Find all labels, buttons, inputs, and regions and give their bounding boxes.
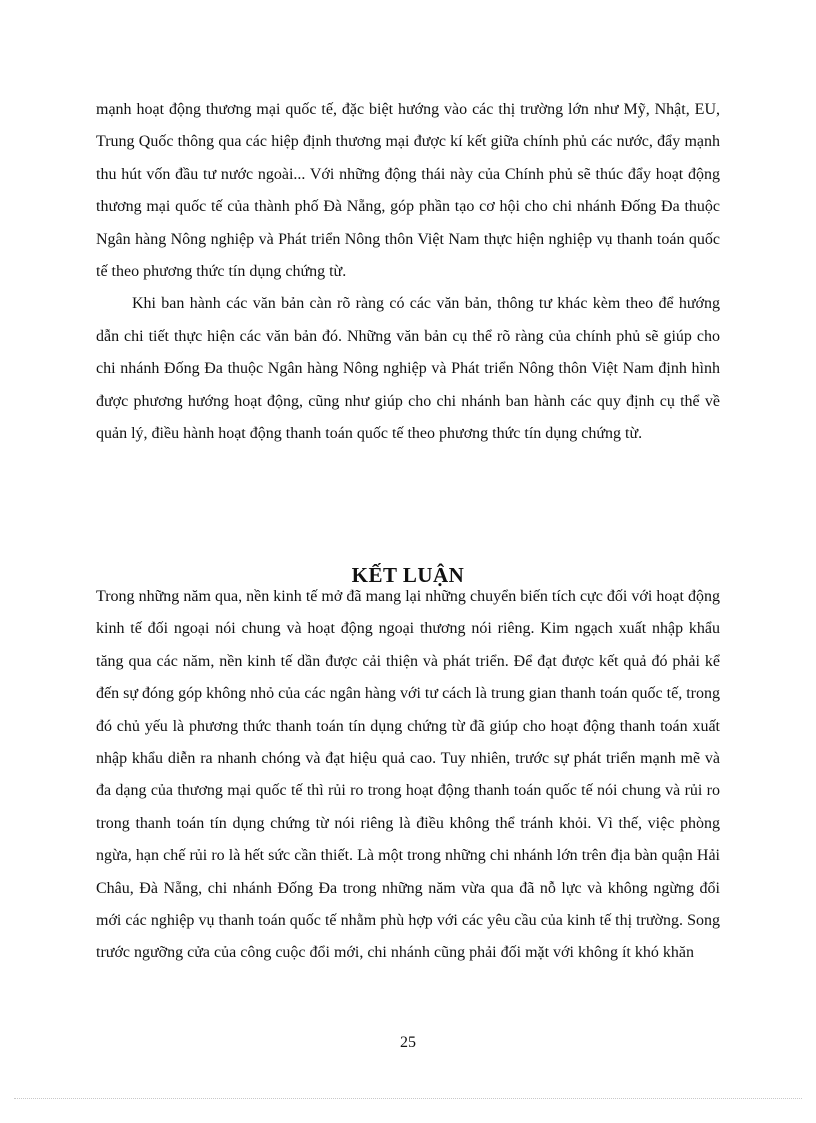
page-bottom-divider xyxy=(14,1098,802,1099)
page-number: 25 xyxy=(400,1034,416,1051)
paragraph-regulations: Khi ban hành các văn bản càn rõ ràng có các văn bản, thông tư khác kèm theo để hướng dẫn chi tiết thực hiện các văn bản đó. Những văn bản cụ thể rõ ràng của chính phủ sẽ giúp cho chi nhánh Đống Đa thuộc Ngân hàng Nông nghiệp và Phát triển Nông thôn Việt Nam định hình được phương hướng hoạt động, cũng như giúp cho chi nhánh ban hành các quy định cụ thể về quản lý, điều hành hoạt động thanh toán quốc tế theo phương thức tín dụng chứng từ. xyxy=(96,295,720,443)
paragraph-continuation: mạnh hoạt động thương mại quốc tế, đặc biệt hướng vào các thị trường lớn như Mỹ, Nhật, EU, Trung Quốc thông qua các hiệp định thương mại được kí kết giữa chính phủ các nước, đẩy mạnh thu hút vốn đầu tư nước ngoài... Với những động thái này của Chính phủ sẽ thúc đẩy hoạt động thương mại quốc tế của thành phố Đà Nẵng, góp phần tạo cơ hội cho chi nhánh Đống Đa thuộc Ngân hàng Nông nghiệp và Phát triển Nông thôn Việt Nam thực hiện nghiệp vụ thanh toán quốc tế theo phương thức tín dụng chứng từ. xyxy=(96,101,720,281)
body-text-top xyxy=(96,94,720,450)
body-text-conclusion xyxy=(96,581,720,970)
section-heading: KẾT LUẬN xyxy=(351,563,465,587)
paragraph-conclusion: Trong những năm qua, nền kinh tế mở đã mang lại những chuyển biến tích cực đối với hoạt động kinh tế đối ngoại nói chung và hoạt động ngoại thương nói riêng. Kim ngạch xuất nhập khẩu tăng qua các năm, nền kinh tế dần được cải thiện và phát triển. Để đạt được kết quả đó phải kể đến sự đóng góp không nhỏ của các ngân hàng với tư cách là trung gian thanh toán quốc tế, trong đó chủ yếu là phương thức thanh toán tín dụng chứng từ đã giúp cho hoạt động thanh toán xuất nhập khẩu diễn ra nhanh chóng và đạt hiệu quả cao. Tuy nhiên, trước sự phát triển mạnh mẽ và đa dạng của thương mại quốc tế thì rủi ro trong hoạt động thanh toán quốc tế nói chung và rủi ro trong thanh toán tín dụng chứng từ nói riêng là điều không thể tránh khỏi. Vì thế, việc phòng ngừa, hạn chế rủi ro là hết sức cần thiết. Là một trong những chi nhánh lớn trên địa bàn quận Hải Châu, Đà Nẵng, chi nhánh Đống Đa trong những năm vừa qua đã nỗ lực và không ngừng đổi mới các nghiệp vụ thanh toán quốc tế nhằm phù hợp với các yêu cầu của kinh tế thị trường. Song trước ngưỡng cửa của công cuộc đổi mới, chi nhánh cũng phải đối mặt với không ít khó khăn xyxy=(96,588,720,962)
